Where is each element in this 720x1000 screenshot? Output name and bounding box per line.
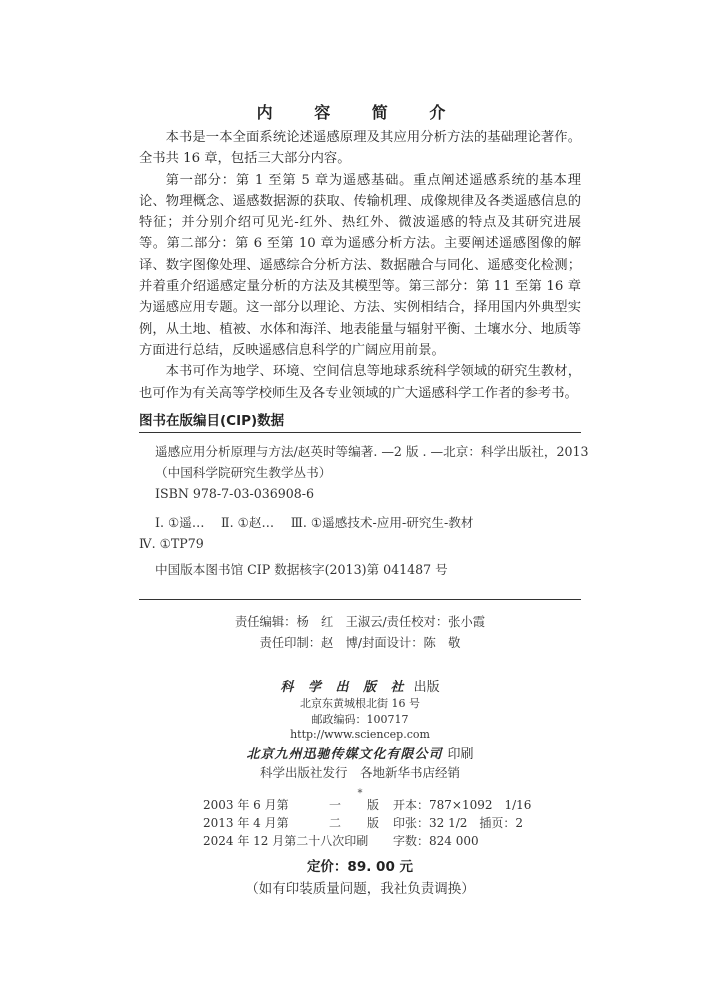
cip-series-line: （中国科学院研究生教学丛书）	[155, 465, 332, 480]
word-count: 字数：824 000	[393, 834, 479, 848]
credits	[0, 612, 720, 654]
cip-number: 中国版本图书馆 CIP 数据核字(2013)第 041487 号	[155, 562, 448, 577]
edition-info: 印张：32 1/2 插页：2	[393, 816, 524, 830]
summary-paragraph-3: 本书可作为地学、环境、空间信息等地球系统科学领域的研究生教材，也可作为有关高等学校师生及各专业领域的广大遥感科学工作者的参考书。	[139, 364, 581, 401]
cip-record	[139, 441, 589, 580]
quality-note: （如有印装质量问题，我社负责调换）	[245, 881, 475, 897]
printing-date: 2024 年 12 月第二十八次印刷	[203, 834, 369, 848]
distribution-line: 科学出版社发行 各地新华书店经销	[259, 764, 460, 780]
separator-asterisk: *	[357, 787, 363, 799]
edition-unit: 版	[367, 816, 380, 830]
credits-editors: 责任编辑：杨 红 王淑云/责任校对：张小霞	[234, 615, 486, 629]
edition-info: 开本：787×1092 1/16	[393, 798, 532, 812]
credits-production: 责任印制：赵 博/封面设计：陈 敬	[259, 636, 461, 650]
edition-row-3	[203, 832, 531, 850]
edition-row-1	[203, 796, 531, 814]
publisher-block	[0, 676, 720, 801]
cip-title-line: 遥感应用分析原理与方法/赵英时等编著. —2 版 . —北京：科学出版社，2013	[155, 444, 589, 459]
edition-row-2	[203, 814, 531, 832]
cip-bottom-divider	[139, 599, 581, 600]
edition-date: 2013 年 4 月第	[203, 816, 289, 830]
price: 定价：89. 00 元	[306, 859, 414, 875]
publisher-suffix: 出版	[413, 680, 440, 695]
summary-body	[139, 127, 581, 404]
cip-heading: 图书在版编目(CIP)数据	[139, 413, 285, 429]
publisher-name: 科 学 出 版 社	[280, 680, 409, 695]
cip-classification-2: Ⅳ. ①TP79	[139, 536, 204, 551]
summary-paragraph-1: 本书是一本全面系统论述遥感原理及其应用分析方法的基础理论著作。全书共 16 章，包括三大部分内容。	[139, 130, 581, 167]
printer-suffix: 印刷	[447, 746, 474, 762]
edition-unit: 版	[367, 798, 380, 812]
summary-title: 内 容 简 介	[256, 103, 464, 122]
edition-number: 二	[328, 816, 341, 830]
printer-name: 北京九州迅驰传媒文化有限公司	[246, 746, 443, 762]
edition-number: 一	[328, 798, 341, 812]
cip-top-divider	[139, 432, 581, 433]
edition-date: 2003 年 6 月第	[203, 798, 289, 812]
publisher-website[interactable]: http://www.sciencep.com	[290, 728, 430, 741]
publisher-address: 北京东黄城根北街 16 号	[300, 697, 420, 710]
summary-paragraph-2: 第一部分：第 1 至第 5 章为遥感基础。重点阐述遥感系统的基本理论、物理概念、遥感数据源的获取、传输机理、成像规律及各类遥感信息的特征；并分别介绍可见光-红外、热红外、微波遥感的特点及其研究进展等。第二部分：第 6 至第 10 章为遥感分析方法。主要阐述遥感图像的解译、数字图像处理、遥感综合分析方法、数据融合与同化、遥感变化检测；并着重介绍遥感定量分析的方法及其模型等。第三部分：第 11 至第 16 章为遥感应用专题。这一部分以理论、方法、实例相结合，择用国内外典型实例，从土地、植被、水体和海洋、地表能量与辐射平衡、土壤水分、地质等方面进行总结，反映遥感信息科学的广阔应用前景。	[139, 172, 581, 358]
cip-classification-1: Ⅰ. ①遥… Ⅱ. ①赵… Ⅲ. ①遥感技术-应用-研究生-教材	[155, 515, 474, 530]
publisher-postcode: 邮政编码：100717	[311, 712, 409, 726]
cip-isbn-line: ISBN 978-7-03-036908-6	[155, 486, 315, 501]
edition-table	[203, 796, 531, 850]
